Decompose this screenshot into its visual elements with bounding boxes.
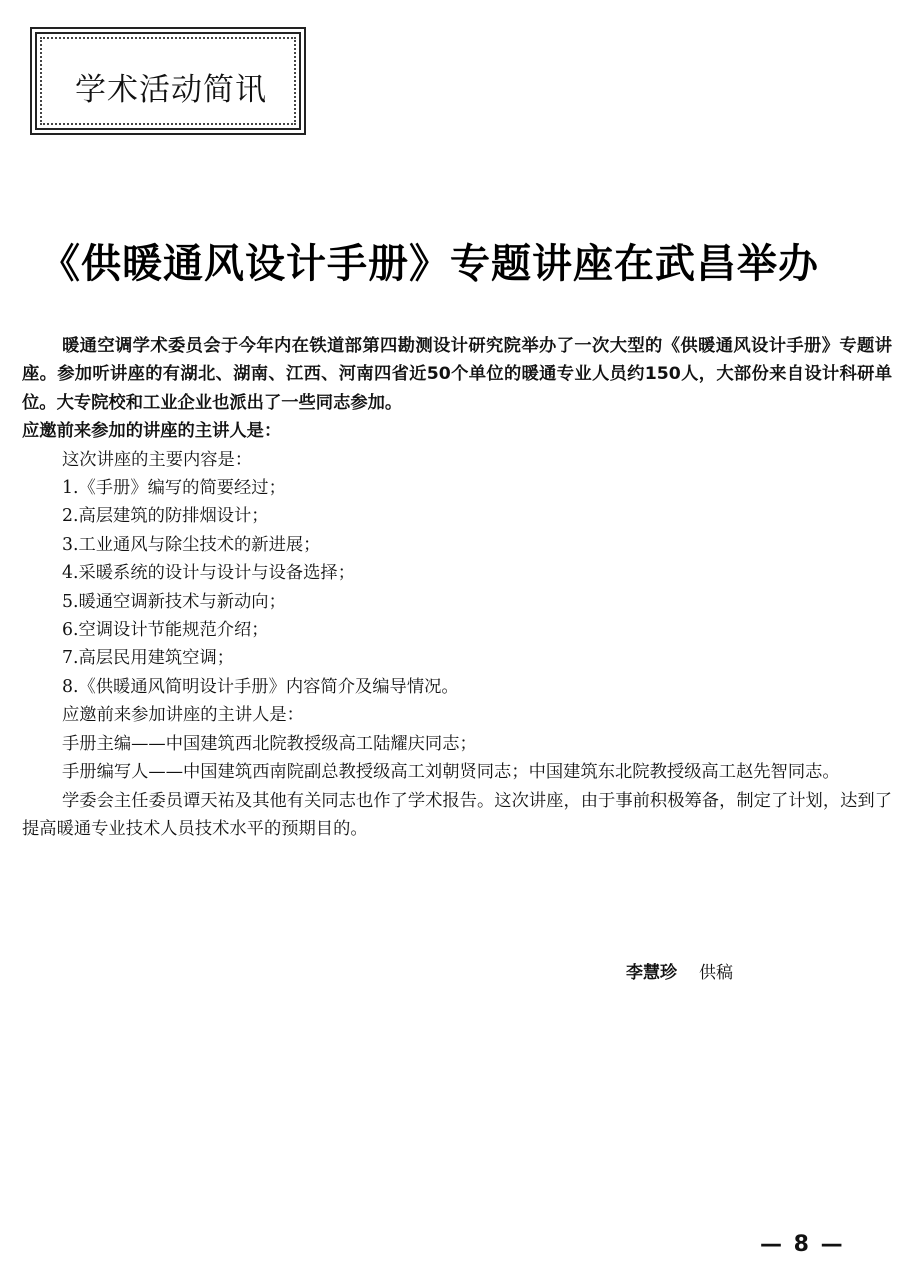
content-item: 8.《供暖通风简明设计手册》内容简介及编导情况。 <box>62 676 459 697</box>
content-item: 3.工业通风与除尘技术的新进展； <box>62 534 321 555</box>
speaker-line: 手册主编——中国建筑西北院教授级高工陆耀庆同志； <box>62 733 477 754</box>
column-header-box <box>30 27 306 135</box>
article-title: 《供暖通风设计手册》专题讲座在武昌举办 <box>40 241 819 287</box>
byline <box>626 958 733 983</box>
author-name: 李慧珍 <box>626 963 677 983</box>
author-note: 供稿 <box>699 963 733 983</box>
closing-paragraph: 学委会主任委员谭天祐及其他有关同志也作了学术报告。这次讲座，由于事前积极筹备，制定了计划，达到了提高暖通专业技术人员技术水平的预期目的。 <box>22 790 892 839</box>
content-item: 1.《手册》编写的简要经过； <box>62 478 286 499</box>
content-item: 2.高层建筑的防排烟设计； <box>62 506 269 527</box>
column-title: 学术活动简讯 <box>75 72 267 108</box>
speakers-intro: 应邀前来参加讲座的主讲人是： <box>62 705 304 726</box>
content-item: 6.空调设计节能规范介绍； <box>62 620 269 641</box>
speaker-line: 手册编写人——中国建筑西南院副总教授级高工刘朝贤同志；中国建筑东北院教授级高工赵先智同志。 <box>62 762 840 783</box>
content-item: 7.高层民用建筑空调； <box>62 648 235 669</box>
article-body <box>22 332 892 843</box>
content-item: 4.采暖系统的设计与设计与设备选择； <box>62 563 355 584</box>
speakers-lead-paragraph: 应邀前来参加的讲座的主讲人是： <box>22 421 282 442</box>
content-intro: 这次讲座的主要内容是： <box>62 449 253 470</box>
intro-paragraph: 暖通空调学术委员会于今年内在铁道部第四勘测设计研究院举办了一次大型的《供暖通风设计手册》专题讲座。参加听讲座的有湖北、湖南、江西、河南四省近50个单位的暖通专业人员约150人，大部份来自设计科研单位。大专院校和工业企业也派出了一些同志参加。 <box>22 336 892 413</box>
page-number: — 8 — <box>760 1232 845 1257</box>
content-item: 5.暖通空调新技术与新动向； <box>62 591 286 612</box>
